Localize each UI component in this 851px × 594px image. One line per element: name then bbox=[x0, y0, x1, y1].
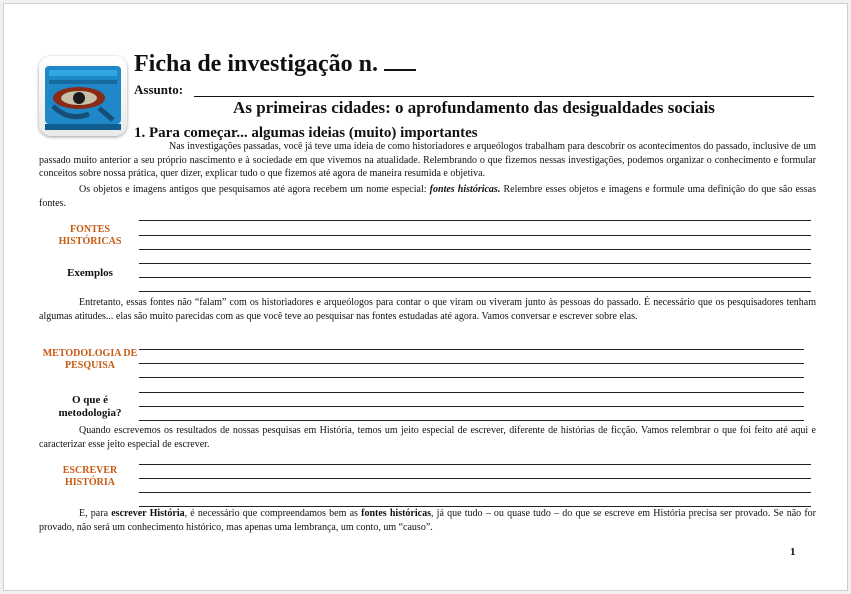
write-line[interactable] bbox=[139, 263, 811, 264]
eye-of-horus-icon bbox=[39, 56, 127, 136]
worksheet-page bbox=[3, 3, 848, 591]
write-line[interactable] bbox=[139, 249, 811, 250]
paragraph-conclusion: E, para escrever História, é necessário que compreendamos bem as fontes históricas, já que tudo – ou quase tudo – do que se escreve em História precisa ser provado. Se não for provado, não será um conhecimento histórico, mas apenas uma lembrança, um conto, um “causo”. bbox=[39, 508, 816, 533]
write-line[interactable] bbox=[139, 377, 804, 378]
section-heading: 1. Para começar... algumas ideias (muito) importantes bbox=[134, 125, 478, 141]
write-line[interactable] bbox=[139, 406, 804, 407]
subject-write-line[interactable] bbox=[194, 96, 814, 97]
paragraph-sources: Os objetos e imagens antigos que pesquisamos até agora recebem um nome especial: fontes históricas. Relembre esses objetos e imagens e formule uma definição do que são essas fontes. bbox=[39, 184, 817, 209]
write-line[interactable] bbox=[139, 392, 804, 393]
write-line[interactable] bbox=[139, 235, 811, 236]
write-line[interactable] bbox=[139, 478, 811, 479]
write-line[interactable] bbox=[139, 291, 811, 292]
label-fontes-historicas: FONTES HISTÓRICAS bbox=[58, 224, 122, 247]
write-line[interactable] bbox=[139, 363, 804, 364]
write-line[interactable] bbox=[139, 277, 811, 278]
label-o-que-e-metodologia: O que é metodologia? bbox=[58, 394, 122, 419]
label-exemplos: Exemplos bbox=[67, 267, 113, 279]
page-title: Ficha de investigação n. bbox=[134, 51, 416, 78]
label-escrever-historia: ESCREVER HISTÓRIA bbox=[62, 465, 118, 488]
worksheet-number-blank[interactable] bbox=[384, 51, 416, 71]
page-subtitle: As primeiras cidades: o aprofundamento das desigualdades sociais bbox=[233, 98, 715, 117]
paragraph-writing-history: Quando escrevemos os resultados de nossas pesquisas em História, temos um jeito especial de escrever, diferente de histórias de ficção. Vamos relembrar o que foi feito até aqui e caracterizar esse jeito especial de escrever. bbox=[39, 425, 816, 450]
subject-label: Assunto: bbox=[134, 82, 184, 97]
label-metodologia: METODOLOGIA DE PESQUISA bbox=[42, 348, 138, 371]
write-line[interactable] bbox=[139, 349, 804, 350]
write-line[interactable] bbox=[139, 464, 811, 465]
write-line[interactable] bbox=[139, 220, 811, 221]
write-line[interactable] bbox=[139, 492, 811, 493]
page-number: 1 bbox=[790, 546, 796, 558]
paragraph-methodology: Entretanto, essas fontes não “falam” com os historiadores e arqueólogos para contar o que viram ou viveram junto às pessoas do passado. É necessário que os pesquisadores tenham algumas atitudes... elas são muito parecidas com as que você teve ao pesquisar nas fontes estudadas até agora. Vamos conversar e escrever sobre elas. bbox=[39, 297, 816, 322]
write-line[interactable] bbox=[139, 420, 804, 421]
paragraph-intro: Nas investigações passadas, você já teve uma ideia de como historiadores e arqueólogos trabalham para descobrir os acontecimentos do passado, inclusive de um passado muito anterior a seu próprio nascimento e à sociedade em que vivemos na atualidade. Relembrando o que fizemos nessas investigações, podemos organizar o conhecimento e formular conceitos sobre nossa prática, quer dizer, explicar tudo o que fizemos até agora de maneira resumida e objetiva. bbox=[39, 141, 816, 179]
